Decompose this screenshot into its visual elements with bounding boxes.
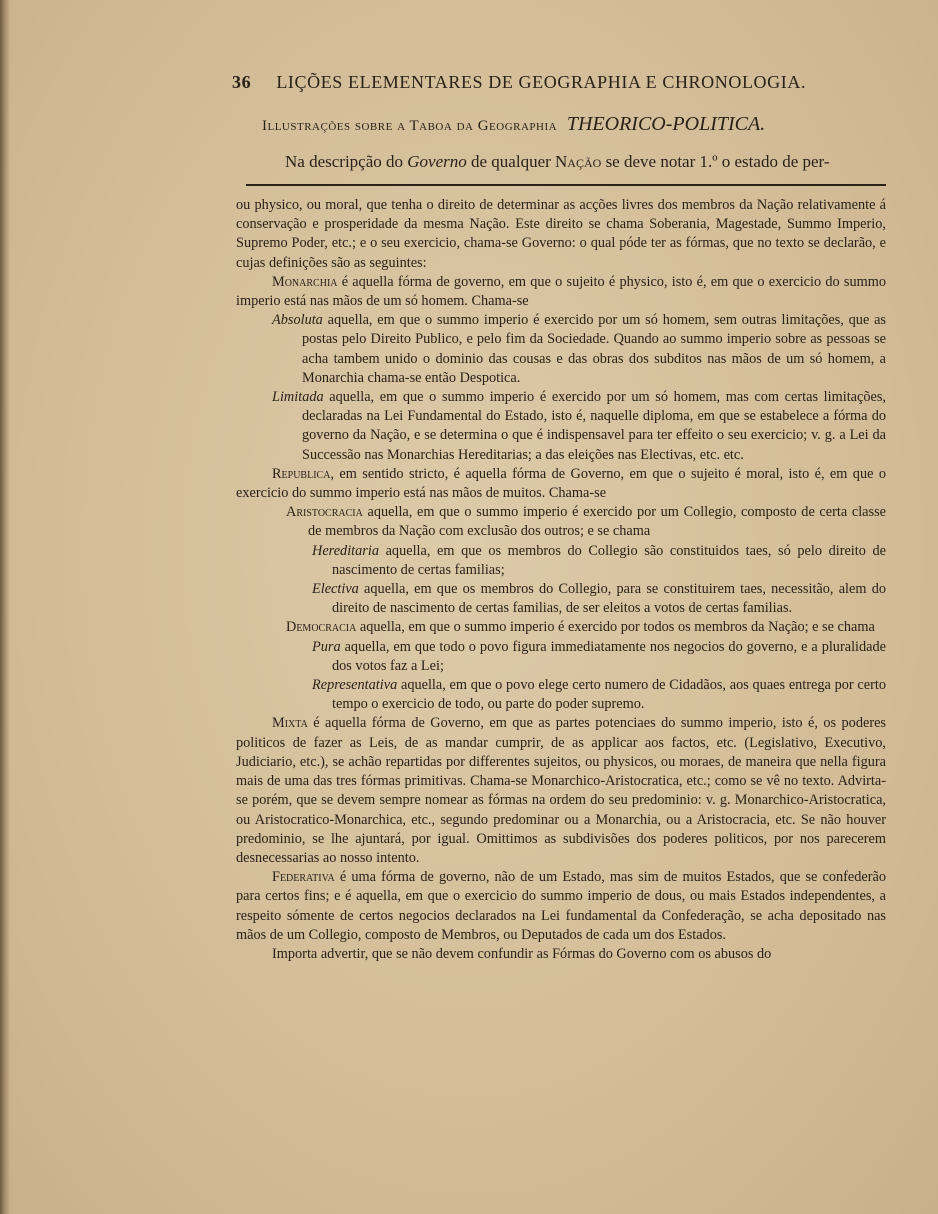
term-electiva: Electiva [312,581,359,598]
term-aristocracia: Aristocracia [286,504,363,521]
body-text [236,196,886,964]
term-absoluta: Absoluta [272,312,323,329]
paragraph-democracia [236,618,886,637]
intro-text-c: de qualquer [466,152,556,171]
paragraph-mixta [236,714,886,868]
paragraph-advertir: Importa advertir, que se não devem confundir as Fórmas do Governo com os abusos do [272,945,772,962]
intro-text-d: Nação [555,152,602,171]
separator-rule [246,184,886,186]
text-mixta: é aquella fórma de Governo, em que as partes potenciaes do summo imperio, isto é, os poderes politicos de fazer as Leis, de as mandar cumprir, de as applicar aos factos, etc. (Legislativo, Executivo, Judiciario, etc.), se achão repartidas por differentes sujeitos, ou physicos, ou moraes, de maneira que nella figura mais de uma das tres fórmas primitivas. Chama-se Monarchico-Aristocratica, etc.; como se vê no texto. Advirta-se porém, que se devem sempre nomear as fórmas na ordem do seu predominio: v. g. Monarchico-Aristocratica, ou Aristocratico-Monarchica, etc., segundo predominar ou a Monarchia, ou a Aristocracia, etc. Se não houver predominio, se lhe ajuntará, por igual. Omittimos as subdivisões dos poderes politicos, por nos parecerem desnecessarias ao nosso intento. [236,715,886,866]
paragraph-absoluta [236,311,886,388]
paragraph-limitada [236,388,886,465]
paragraph-monarchia [236,273,886,311]
paragraph-republica [236,465,886,503]
text-monarchia: é aquella fórma de governo, em que o sujeito é physico, isto é, em que o exercicio do summo imperio está nas mãos de um só homem. Chama-se [236,273,886,310]
term-federativa: Federativa [272,869,335,886]
text-republica: , em sentido stricto, é aquella fórma de Governo, em que o sujeito é moral, isto é, em que o exercicio do summo imperio está nas mãos de muitos. Chama-se [236,465,886,502]
term-hereditaria: Hereditaria [312,542,379,559]
running-title: LIÇÕES ELEMENTARES DE GEOGRAPHIA E CHRONOLOGIA. [276,72,807,92]
subtitle-prefix: Illustrações sobre a Taboa da Geographia [262,118,558,134]
term-representativa: Representativa [312,677,398,694]
text-aristocracia: aquella, em que o summo imperio é exercido por um Collegio, composto de certa classe de membros da Nação com exclusão dos outros; e se chama [308,504,886,540]
intro-text-a: Na descripção do [285,152,408,171]
subtitle-emphasis: THEORICO-POLITICA. [566,113,766,135]
term-limitada: Limitada [272,389,324,406]
text-representativa: aquella, em que o povo elege certo numero de Cidadãos, aos quaes entrega por certo tempo o exercicio de todo, ou parte do poder supremo. [332,677,886,713]
paragraph-electiva [236,580,886,618]
section-subtitle [262,113,902,136]
page-number: 36 [232,72,252,92]
intro-text-e: se deve notar 1.º o estado de per- [601,152,830,171]
text-federativa: é uma fórma de governo, não de um Estado, mas sim de muitos Estados, que se confederão para certos fins; e é aquella, em que o exercicio do summo imperio de dous, ou mais Estados independentes, a respeito sómente de certos negocios declarados na Lei fundamental da Confederação, se acha depositado nas mãos de um Collegio, composto de Membros, ou Deputados de cada um dos Estados. [236,869,886,943]
intro-text-b: Governo [407,152,467,171]
paragraph-definitions: ou physico, ou moral, que tenha o direito de determinar as acções livres dos membros da Nação relativamente á conservação e prosperidade da mesma Nação. Este direito se chama Soberania, Magestade, Summo Imperio, Supremo Poder, etc.; e o seu exercicio, chama-se Governo: o qual póde ter as fórmas, que no texto se declarão, e cujas definições são as seguintes: [236,197,886,271]
paragraph-federativa [236,868,886,945]
term-pura: Pura [312,638,341,655]
term-democracia: Democracia [286,619,357,636]
intro-line [285,152,885,172]
running-header [232,72,882,93]
term-mixta: Mixta [272,715,308,732]
text-electiva: aquella, em que os membros do Collegio, para se constituirem taes, necessitão, alem do direito de nascimento de certas familias, de ser eleitos a votos de certas familias. [332,581,886,617]
text-hereditaria: aquella, em que os membros do Collegio são constituidos taes, só pelo direito de nascimento de certas familias; [332,542,886,578]
paragraph-representativa [236,676,886,714]
paragraph-hereditaria [236,542,886,580]
term-republica: Republica [272,465,331,482]
text-limitada: aquella, em que o summo imperio é exercido por um só homem, mas com certas limitações, declaradas na Lei Fundamental do Estado, isto é, naquelle diploma, em que se estabelece a fórma do governo da Nação, e se determina o que é indispensavel para ter effeito o seu exercicio; v. g. a Lei da Successão nas Monarchias Hereditarias; a das eleições nas Electivas, etc. etc. [302,389,886,463]
paragraph-aristocracia [236,503,886,541]
binding-edge [0,0,10,1214]
term-monarchia: Monarchia [272,273,338,290]
text-democracia: aquella, em que o summo imperio é exercido por todos os membros da Nação; e se chama [356,619,875,636]
paragraph-pura [236,638,886,676]
text-absoluta: aquella, em que o summo imperio é exercido por um só homem, sem outras limitações, que as postas pelo Direito Publico, e pelo fim da Sociedade. Quando ao summo imperio sobre as pessoas se acha tambem unido o dominio das cousas e das obras dos subditos nas mãos de um só homem, a Monarchia chama-se então Despotica. [302,312,886,386]
text-pura: aquella, em que todo o povo figura immediatamente nos negocios do governo, e a pluralidade dos votos faz a Lei; [332,638,886,674]
